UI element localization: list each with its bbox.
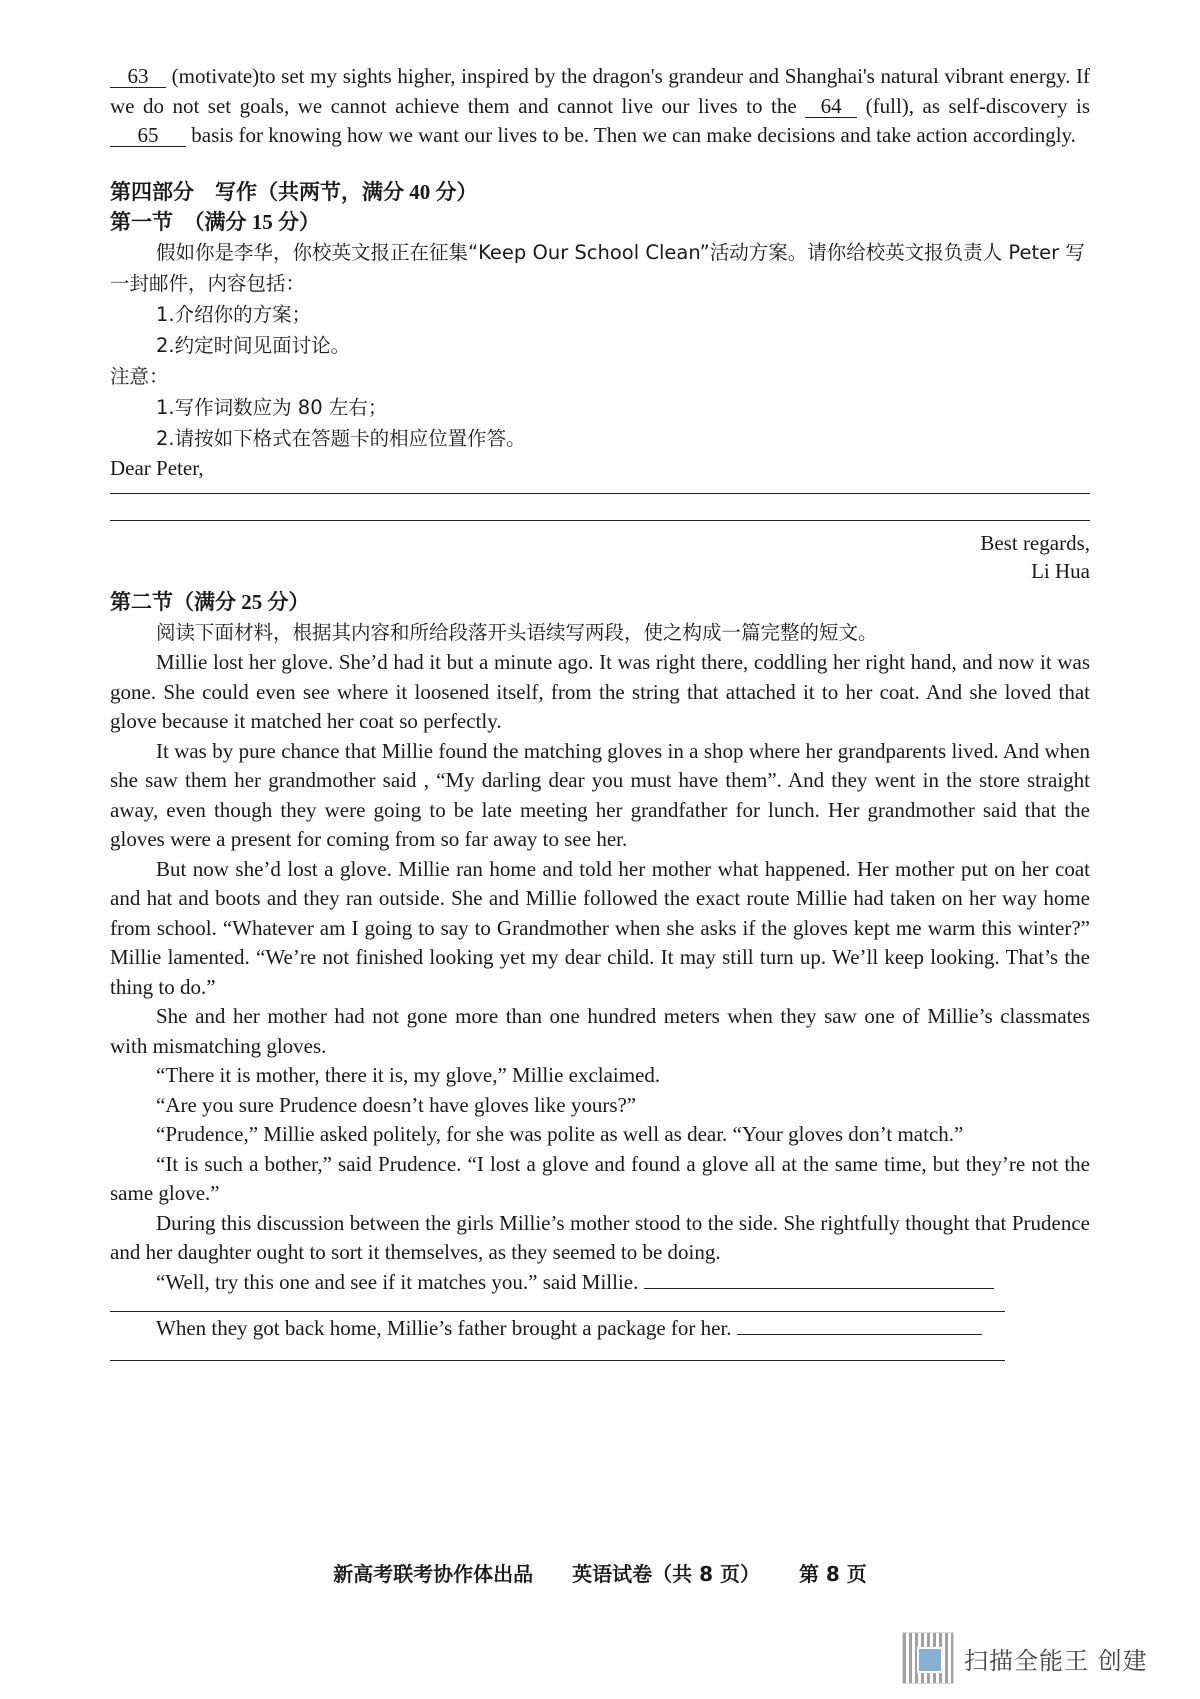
continuation-start-2 bbox=[110, 1314, 1090, 1344]
point-2: 2.约定时间见面讨论。 bbox=[156, 333, 351, 357]
camscanner-qr-icon bbox=[902, 1632, 954, 1684]
continuation-line-2 bbox=[110, 1360, 1005, 1361]
writing-prompt-2: 阅读下面材料，根据其内容和所给段落开头语续写两段，使之构成一篇完整的短文。 bbox=[156, 621, 878, 644]
story-paragraph-6: “Are you sure Prudence doesn’t have gloves like yours?” bbox=[156, 1092, 637, 1117]
blank-63: 63 bbox=[110, 65, 166, 88]
story-paragraph-1: Millie lost her glove. She’d had it but a minute ago. It was right there, coddling her right hand, and now it was gone. She could even see where it loosened itself, from the string that attached it to her coat. And she loved that glove because it matched her coat so perfectly. bbox=[110, 650, 1090, 733]
footer-page-number: 第 8 页 bbox=[798, 1562, 867, 1586]
note-2: 2.请按如下格式在答题卡的相应位置作答。 bbox=[156, 426, 526, 450]
answer-line-1 bbox=[110, 493, 1090, 494]
writing-prompt-1: 假如你是李华，你校英文报正在征集“Keep Our School Clean”活动方案。请你给校英文报负责人 Peter 写一封邮件，内容包括： bbox=[110, 240, 1085, 295]
story-paragraph-7: “Prudence,” Millie asked politely, for she was polite as well as dear. “Your gloves don’t match.” bbox=[156, 1122, 964, 1146]
story-paragraph-3: But now she’d lost a glove. Millie ran home and told her mother what happened. Her mother put on her coat and hat and boots and they ran outside. She and Millie followed the exact route Millie had taken on her way home from school. “Whatever am I going to say to Grandmother when she asks if the gloves kept me warm this winter?” Millie lamented. “We’re not finished looking yet my dear child. It may still turn up. We’ll keep looking. That’s the thing to do.” bbox=[110, 856, 1090, 999]
note-1: 1.写作词数应为 80 左右； bbox=[156, 395, 388, 419]
continuation-1-text: “Well, try this one and see if it matches you.” said Millie. bbox=[156, 1269, 639, 1294]
closing: Best regards, bbox=[980, 531, 1090, 555]
continuation-line-1 bbox=[110, 1311, 1005, 1312]
exam-page bbox=[110, 62, 1090, 1361]
footer-paper: 英语试卷（共 8 页） bbox=[572, 1562, 760, 1586]
signature: Li Hua bbox=[1031, 559, 1090, 583]
answer-line-2 bbox=[110, 520, 1090, 521]
story-paragraph-9: During this discussion between the girls Millie’s mother stood to the side. She rightfully thought that Prudence and her daughter ought to sort it themselves, as they seemed to be doing. bbox=[110, 1210, 1090, 1264]
continuation-2-text: When they got back home, Millie’s father brought a package for her. bbox=[156, 1316, 732, 1340]
story-paragraph-8: “It is such a bother,” said Prudence. “I lost a glove and found a glove all at the same time, but they’re not the same glove.” bbox=[110, 1151, 1090, 1205]
page-footer bbox=[0, 1558, 1200, 1587]
continuation-2-line bbox=[737, 1334, 982, 1335]
scanner-watermark bbox=[902, 1632, 1200, 1684]
continuation-start-1 bbox=[110, 1268, 1090, 1298]
blank-64: 64 bbox=[805, 95, 857, 118]
cloze-paragraph bbox=[110, 62, 1090, 151]
cloze-text-2: (full), as self-discovery is bbox=[857, 93, 1090, 118]
salutation: Dear Peter, bbox=[110, 455, 204, 480]
blank-65: 65 bbox=[110, 124, 186, 147]
story-paragraph-2: It was by pure chance that Millie found the matching gloves in a shop where her grandparents lived. And when she saw them her grandmother said , “My darling dear you must have them”. And they went in the store straight away, even though they were going to be late meeting her grandfather for lunch. Her grandmother said that the gloves were a present for coming from so far away to see her. bbox=[110, 738, 1090, 851]
section2-title: 第二节（满分 25 分） bbox=[110, 590, 310, 614]
point-1: 1.介绍你的方案； bbox=[156, 302, 312, 326]
story-paragraph-4: She and her mother had not gone more than one hundred meters when they saw one of Millie’s classmates with mismatching gloves. bbox=[110, 1004, 1090, 1058]
cloze-text-3: basis for knowing how we want our lives to be. Then we can make decisions and take action accordingly. bbox=[186, 123, 1076, 147]
section1-title: 第一节 （满分 15 分） bbox=[110, 209, 320, 234]
cloze-text-1: (motivate)to set my sights higher, inspired by the dragon's grandeur and Shanghai's natural vibrant energy. If we do not set goals, we cannot achieve them and cannot live our lives to the bbox=[110, 64, 1090, 118]
part4-title: 第四部分 写作（共两节，满分 40 分） bbox=[110, 179, 478, 204]
continuation-1-line bbox=[644, 1288, 994, 1289]
story-paragraph-5: “There it is mother, there it is, my glove,” Millie exclaimed. bbox=[156, 1063, 661, 1087]
footer-publisher: 新高考联考协作体出品 bbox=[333, 1562, 534, 1586]
watermark-text: 扫描全能王 创建 bbox=[964, 1646, 1148, 1675]
note-label: 注意： bbox=[110, 364, 169, 388]
